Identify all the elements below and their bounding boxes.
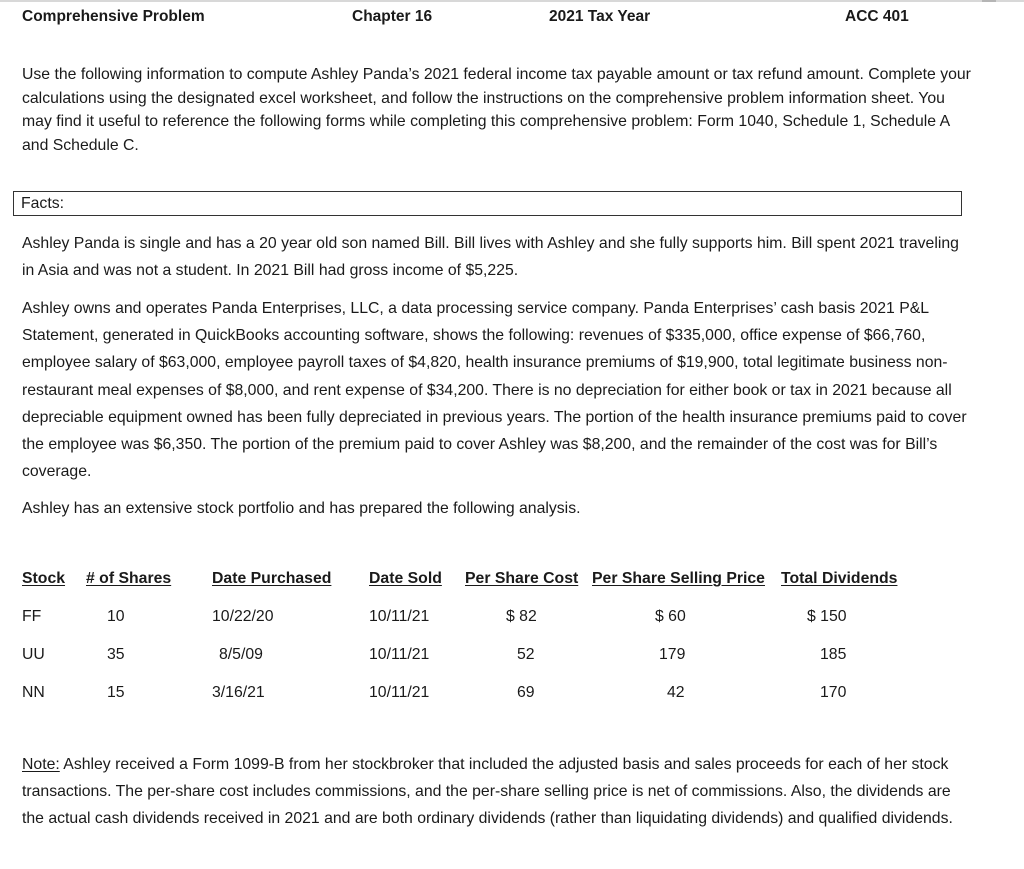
- top-border-rule: [0, 0, 1024, 2]
- table-cell-per-share-selling-price: 42: [667, 684, 685, 701]
- intro-paragraph: Use the following information to compute Ashley Panda’s 2021 federal income tax payable amount or tax refund amount. Complete your calculations using the designated excel worksheet, and follow the instructions on the comprehensive problem information sheet. You may find it useful to reference the following forms while completing this comprehensive problem: Form 1040, Schedule 1, Schedule A and Schedule C.: [22, 66, 971, 154]
- table-cell-date-purchased: 10/22/20: [212, 608, 274, 625]
- table-cell-total-dividends: $ 150: [807, 608, 847, 625]
- column-header-shares: # of Shares: [86, 570, 172, 587]
- note-paragraph: [22, 751, 972, 833]
- facts-paragraph-family: Ashley Panda is single and has a 20 year old son named Bill. Bill lives with Ashley and she fully supports him. Bill spent 2021 traveling in Asia and was not a student. In 2021 Bill had gross income of $5,225.: [22, 235, 959, 280]
- column-header-stock: Stock: [22, 570, 66, 587]
- column-header-per-share-cost: Per Share Cost: [465, 570, 579, 587]
- note-text: Ashley received a Form 1099-B from her stockbroker that included the adjusted basis and sales proceeds for each of her stock transactions. The per-share cost includes commissions, and the per-share selling price is net of commissions. Also, the dividends are the actual cash dividends received in 2021 and are both ordinary dividends (rather than liquidating dividends) and qualified dividends.: [22, 756, 953, 828]
- table-cell-per-share-cost: 69: [517, 684, 535, 701]
- facts-heading-box: [13, 191, 962, 216]
- header-course: ACC 401: [845, 8, 909, 25]
- column-header-date-sold: Date Sold: [369, 570, 442, 587]
- note-label: Note:: [22, 756, 60, 773]
- table-cell-date-sold: 10/11/21: [369, 684, 430, 701]
- table-cell-total-dividends: 170: [820, 684, 847, 701]
- facts-paragraph-business: Ashley owns and operates Panda Enterprises, LLC, a data processing service company. Panda Enterprises’ cash basis 2021 P&L Statement, generated in QuickBooks accounting software, shows the following: revenues of $335,000, office expense of $66,760, employee salary of $63,000, employee payroll taxes of $4,820, health insurance premiums of $19,900, total legitimate business non-restaurant meal expenses of $8,000, and rent expense of $34,200. There is no depreciation for either book or tax in 2021 because all depreciable equipment owned has been fully depreciated in previous years. The portion of the health insurance premiums paid to cover the employee was $6,350. The portion of the premium paid to cover Ashley was $8,200, and the remainder of the cost was for Bill’s coverage.: [22, 300, 967, 481]
- table-cell-per-share-selling-price: 179: [659, 646, 686, 663]
- table-cell-date-sold: 10/11/21: [369, 646, 430, 663]
- table-cell-per-share-cost: 52: [517, 646, 535, 663]
- column-header-date-purchased: Date Purchased: [212, 570, 332, 587]
- page-corner-mark: [982, 0, 996, 2]
- document-header: [0, 6, 1024, 30]
- facts-paragraph-stock-intro: Ashley has an extensive stock portfolio and has prepared the following analysis.: [22, 500, 581, 517]
- table-cell-total-dividends: 185: [820, 646, 847, 663]
- table-cell-per-share-cost: $ 82: [506, 608, 537, 625]
- table-cell-shares: 10: [107, 608, 125, 625]
- table-cell-stock: FF: [22, 608, 42, 625]
- header-title: Comprehensive Problem: [22, 8, 205, 25]
- table-cell-shares: 15: [107, 684, 125, 701]
- table-cell-shares: 35: [107, 646, 125, 663]
- table-cell-stock: NN: [22, 684, 45, 701]
- facts-label: Facts:: [21, 195, 65, 212]
- column-header-total-dividends: Total Dividends: [781, 570, 898, 587]
- header-chapter: Chapter 16: [352, 8, 433, 25]
- table-cell-date-sold: 10/11/21: [369, 608, 430, 625]
- stock-analysis-table: [0, 566, 1024, 716]
- table-cell-date-purchased: 3/16/21: [212, 684, 265, 701]
- table-cell-stock: UU: [22, 646, 45, 663]
- table-cell-date-purchased: 8/5/09: [219, 646, 263, 663]
- table-cell-per-share-selling-price: $ 60: [655, 608, 686, 625]
- column-header-per-share-selling-price: Per Share Selling Price: [592, 570, 765, 587]
- header-tax-year: 2021 Tax Year: [549, 8, 651, 25]
